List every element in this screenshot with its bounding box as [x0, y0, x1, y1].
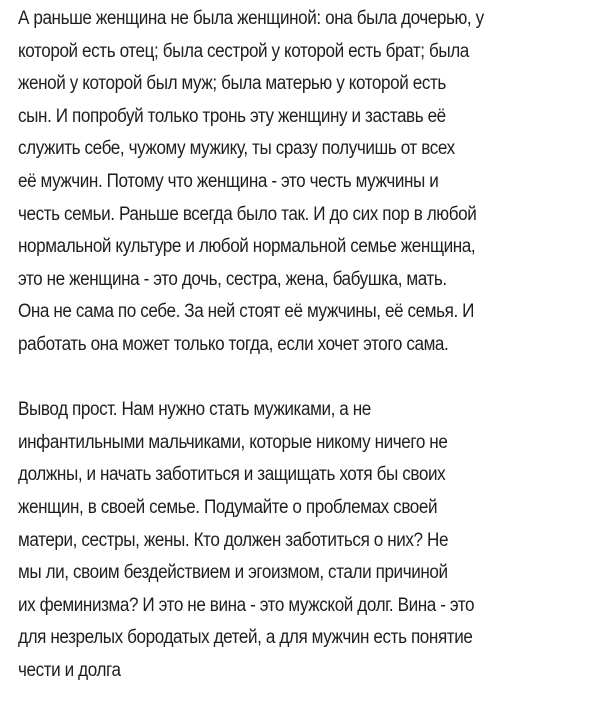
text-line: Она не сама по себе. За ней стоят её мужчины, её семья. И: [18, 301, 475, 323]
text-line: инфантильными мальчиками, которые никому ничего не: [18, 431, 448, 453]
text-line: работать она может только тогда, если хочет этого сама.: [18, 333, 449, 355]
text-line: А раньше женщина не была женщиной: она была дочерью, у: [18, 8, 484, 29]
text-line: Вывод прост. Нам нужно стать мужиками, а не: [18, 399, 371, 421]
text-line: это не женщина - это дочь, сестра, жена, бабушка, мать.: [18, 268, 447, 290]
text-line: честь семьи. Раньше всегда было так. И до сих пор в любой: [18, 203, 477, 225]
post-text: [18, 3, 538, 687]
text-line: служить себе, чужому мужику, ты сразу получишь от всех: [18, 138, 455, 160]
text-line: её мужчин. Потому что женщина - это честь мужчины и: [18, 170, 439, 192]
text-line: нормальной культуре и любой нормальной семье женщина,: [18, 236, 476, 258]
paragraph-divider: [18, 362, 538, 395]
text-line: матери, сестры, жены. Кто должен заботиться о них? Не: [18, 529, 449, 551]
text-line: женщин, в своей семье. Подумайте о проблемах своей: [18, 496, 438, 518]
text-line: мы ли, своим бездействием и эгоизмом, стали причиной: [18, 562, 448, 584]
text-line: сын. И попробуй только тронь эту женщину и заставь её: [18, 105, 446, 127]
text-line: которой есть отец; была сестрой у которой есть брат; была: [18, 40, 469, 62]
text-line: для незрелых бородатых детей, а для мужчин есть понятие: [18, 627, 473, 649]
text-line: женой у которой был муж; была матерью у которой есть: [18, 73, 446, 95]
text-line: должны, и начать заботиться и защищать хотя бы своих: [18, 464, 446, 486]
paragraph-1: [18, 3, 538, 362]
text-line: их феминизма? И это не вина - это мужской долг. Вина - это: [18, 594, 475, 616]
paragraph-2: [18, 394, 538, 687]
text-line: чести и долга: [18, 659, 121, 681]
